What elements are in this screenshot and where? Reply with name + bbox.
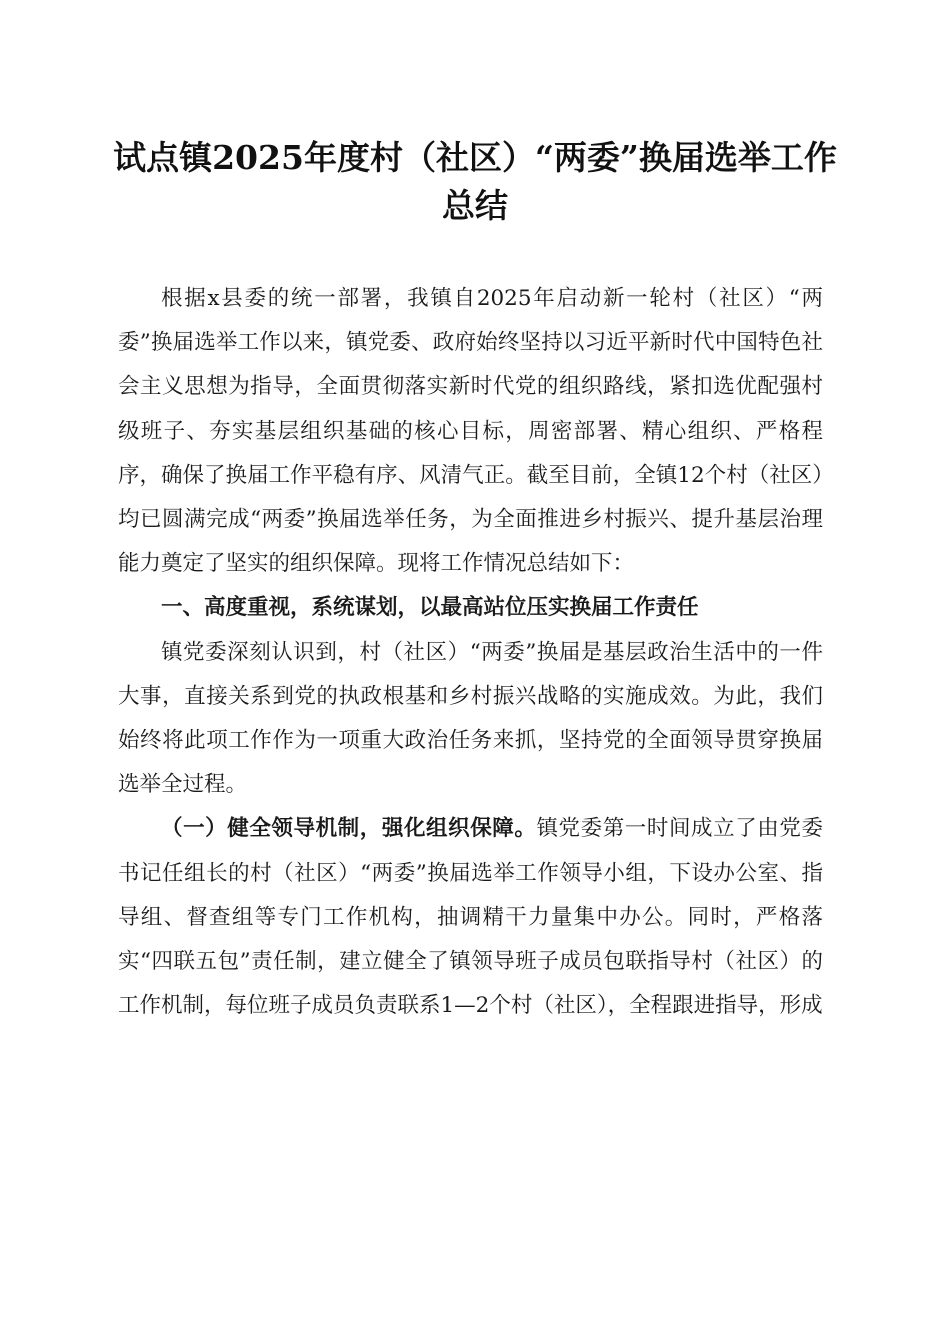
subsection-1-text: 镇党委第一时间成立了由党委书记任组长的村（社区）“两委”换届选举工作领导小组，下设办公室、指导组、督查组等专门工作机构，抽调精干力量集中办公。同时，严格落实“四联五包”责任制，建立健全了镇领导班子成员包联指导村（社区）的工作机制，每位班子成员负责联系1—2个村（社区），全程跟进指导，形成	[118, 816, 823, 1019]
section-1-paragraph: 镇党委深刻认识到，村（社区）“两委”换届是基层政治生活中的一件大事，直接关系到党的执政根基和乡村振兴战略的实施成效。为此，我们始终将此项工作作为一项重大政治任务来抓，坚持党的全面领导贯穿换届选举全过程。	[118, 639, 823, 798]
document-body	[118, 277, 823, 1028]
intro-paragraph: 根据x县委的统一部署，我镇自2025年启动新一轮村（社区）“两委”换届选举工作以来，镇党委、政府始终坚持以习近平新时代中国特色社会主义思想为指导，全面贯彻落实新时代党的组织路线，紧扣选优配强村级班子、夯实基层组织基础的核心目标，周密部署、精心组织、严格程序，确保了换届工作平稳有序、风清气正。截至目前，全镇12个村（社区）均已圆满完成“两委”换届选举任务，为全面推进乡村振兴、提升基层治理能力奠定了坚实的组织保障。现将工作情况总结如下：	[118, 286, 823, 577]
subsection-1-paragraph	[118, 807, 823, 1028]
document-title: 试点镇2025年度村（社区）“两委”换届选举工作总结	[113, 138, 837, 225]
subsection-1-lead: （一）健全领导机制，强化组织保障。	[161, 816, 537, 842]
section-heading-1: 一、高度重视，系统谋划，以最高站位压实换届工作责任	[161, 595, 699, 621]
